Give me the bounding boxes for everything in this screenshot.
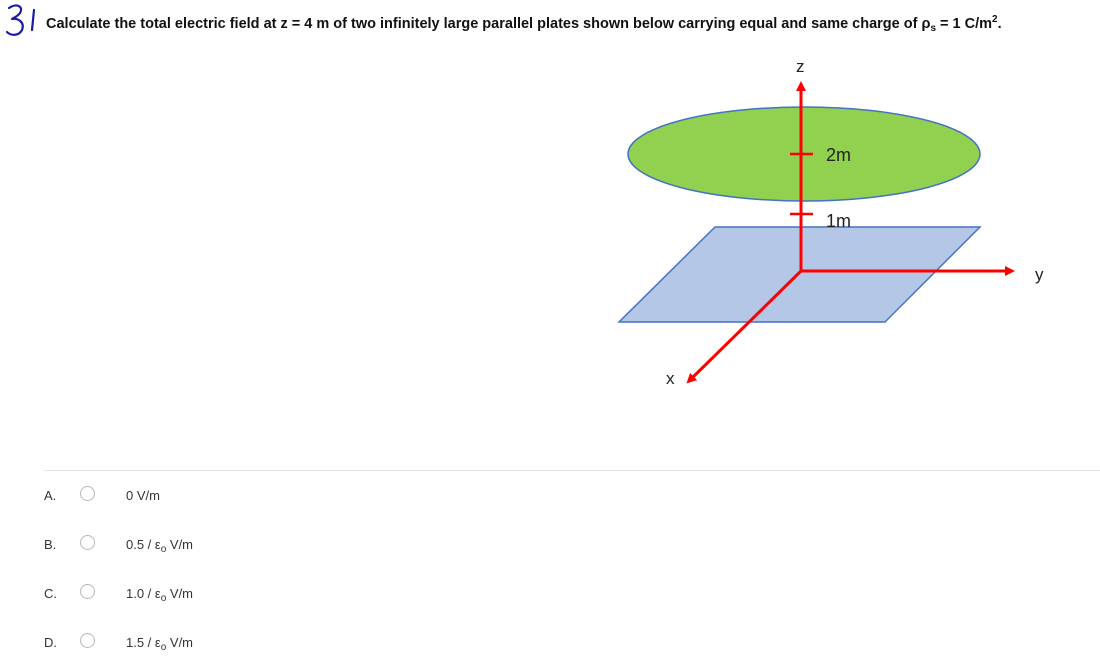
choice-letter: A.	[44, 488, 57, 503]
choice-label: $1.0 / \varepsilon_o$ V/m	[126, 586, 194, 604]
choice-letter: D.	[44, 635, 57, 650]
question-text-main: Calculate the total electric field at z = 4 m of two infinitely large parallel plates shown below carrying equal and same charge of	[46, 16, 922, 32]
choice-d-radio[interactable]	[80, 633, 95, 648]
upper-height-label: 2m	[826, 145, 852, 165]
question-text	[46, 14, 1002, 34]
choice-b-radio[interactable]	[80, 535, 95, 550]
choice-letter: B.	[44, 537, 57, 552]
choice-d[interactable]	[0, 631, 400, 655]
choice-c[interactable]	[0, 582, 400, 606]
epsilon-symbol: ε	[154, 537, 161, 552]
x-axis-label: x	[666, 369, 675, 388]
rho-symbol: ρ	[921, 16, 931, 32]
choice-c-radio[interactable]	[80, 584, 95, 599]
handwritten-question-number	[4, 2, 44, 44]
rho-subscript: s	[930, 23, 937, 34]
z-axis-label: z	[796, 57, 805, 76]
parallel-plates-diagram	[600, 50, 1100, 400]
question-text-end: .	[997, 16, 1002, 32]
choice-label: $1.5 / \varepsilon_o$ V/m	[126, 635, 194, 653]
choice-label: 0 V/m	[126, 488, 160, 503]
lower-height-label: 1m	[826, 211, 852, 231]
choice-b[interactable]	[0, 533, 400, 557]
y-axis-label: y	[1035, 265, 1044, 284]
epsilon-symbol: ε	[154, 586, 161, 601]
choice-letter: C.	[44, 586, 57, 601]
divider	[44, 470, 1100, 471]
choice-label: $0.5 / \varepsilon_o$ V/m	[126, 537, 194, 555]
epsilon-symbol: ε	[154, 635, 161, 650]
units-superscript: 2	[992, 14, 998, 25]
choice-a[interactable]	[0, 484, 400, 508]
choice-a-radio[interactable]	[80, 486, 95, 501]
question-text-units: = 1 C/m	[936, 16, 993, 32]
